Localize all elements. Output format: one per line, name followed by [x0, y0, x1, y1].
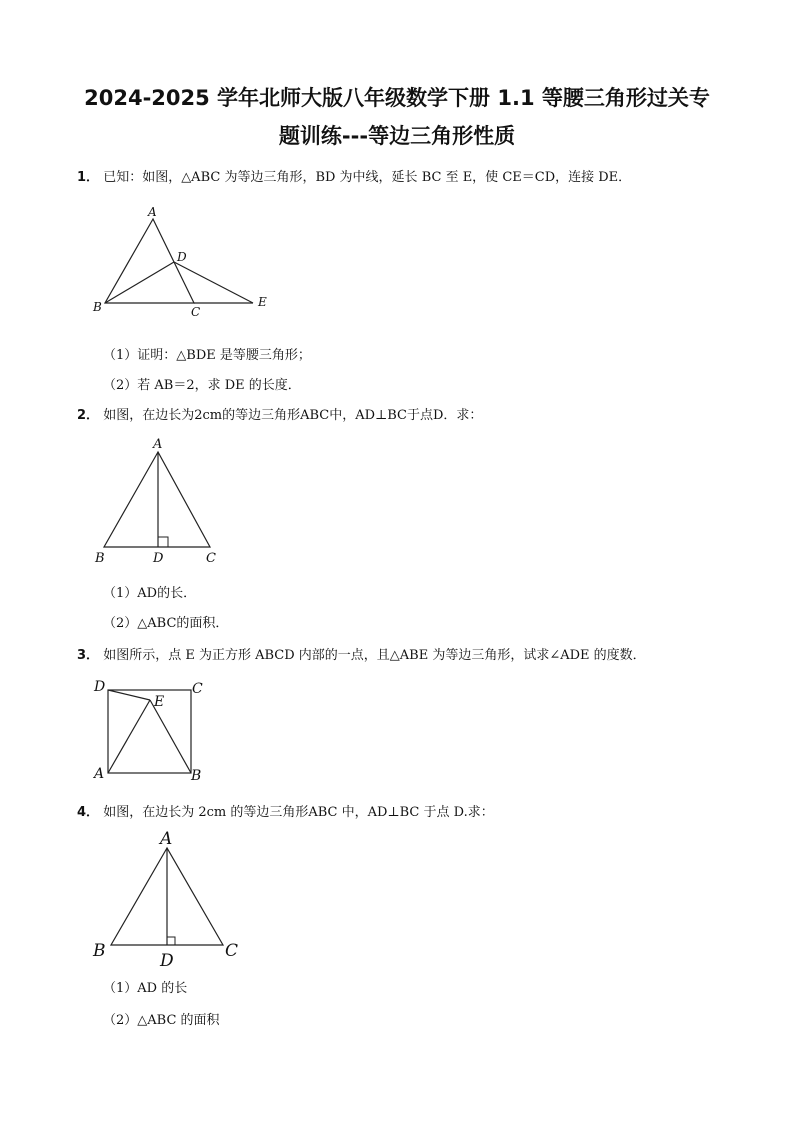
label-a: A: [160, 829, 173, 849]
label-d: D: [177, 250, 187, 264]
label-c: C: [192, 681, 203, 697]
label-b: B: [93, 300, 102, 314]
label-d: D: [153, 551, 164, 566]
problem-1-part-1: （1）证明：△BDE 是等腰三角形；: [103, 348, 311, 363]
label-b: B: [191, 768, 202, 784]
label-b: B: [95, 551, 105, 566]
problem-2-part-2: （2）△ABC的面积．: [103, 616, 229, 631]
label-b: B: [93, 941, 106, 961]
label-c: C: [191, 305, 201, 319]
label-d: D: [94, 679, 106, 695]
label-d: D: [160, 951, 174, 971]
problem-1-number: 1．: [77, 170, 100, 185]
label-c: C: [206, 551, 216, 566]
problem-4-text: 如图，在边长为 2cm 的等边三角形ABC 中，AD⊥BC 于点 D.求：: [103, 805, 494, 820]
problem-3-text: 如图所示，点 E 为正方形 ABCD 内部的一点，且△ABE 为等边三角形，试求∠ADE 的度数．: [103, 648, 646, 663]
problem-4-figure: [90, 828, 250, 973]
problem-2-number: 2．: [77, 408, 100, 423]
label-e: E: [258, 295, 267, 309]
problem-4-statement: [77, 801, 494, 820]
problem-2-statement: [77, 404, 482, 423]
problem-2-text: 如图，在边长为2cm的等边三角形ABC中，AD⊥BC于点D．求：: [103, 408, 483, 423]
page-title-line-1: 2024-2025 学年北师大版八年级数学下册 1.1 等腰三角形过关专: [84, 86, 710, 110]
label-c: C: [225, 941, 239, 961]
problem-3-statement: [77, 644, 646, 663]
problem-3-number: 3．: [77, 648, 100, 663]
page-title-line-2: 题训练---等边三角形性质: [278, 124, 516, 148]
label-a: A: [148, 205, 157, 219]
label-a: A: [153, 437, 163, 452]
label-e: E: [154, 694, 165, 710]
problem-4-part-1: （1）AD 的长: [103, 981, 188, 996]
problem-1-figure: [90, 205, 280, 320]
problem-1-statement: [77, 166, 631, 185]
problem-4-part-2: （2）△ABC 的面积: [103, 1013, 220, 1028]
problem-1-text: 已知：如图，△ABC 为等边三角形，BD 为中线，延长 BC 至 E，使 CE＝CD，连接 DE．: [103, 170, 632, 185]
problem-2-part-1: （1）AD的长．: [103, 586, 197, 601]
problem-2-figure: [90, 435, 230, 570]
problem-4-number: 4．: [77, 805, 100, 820]
problem-1-part-2: （2）若 AB＝2，求 DE 的长度．: [103, 378, 301, 393]
label-a: A: [94, 766, 105, 782]
problem-3-figure: [90, 676, 220, 786]
